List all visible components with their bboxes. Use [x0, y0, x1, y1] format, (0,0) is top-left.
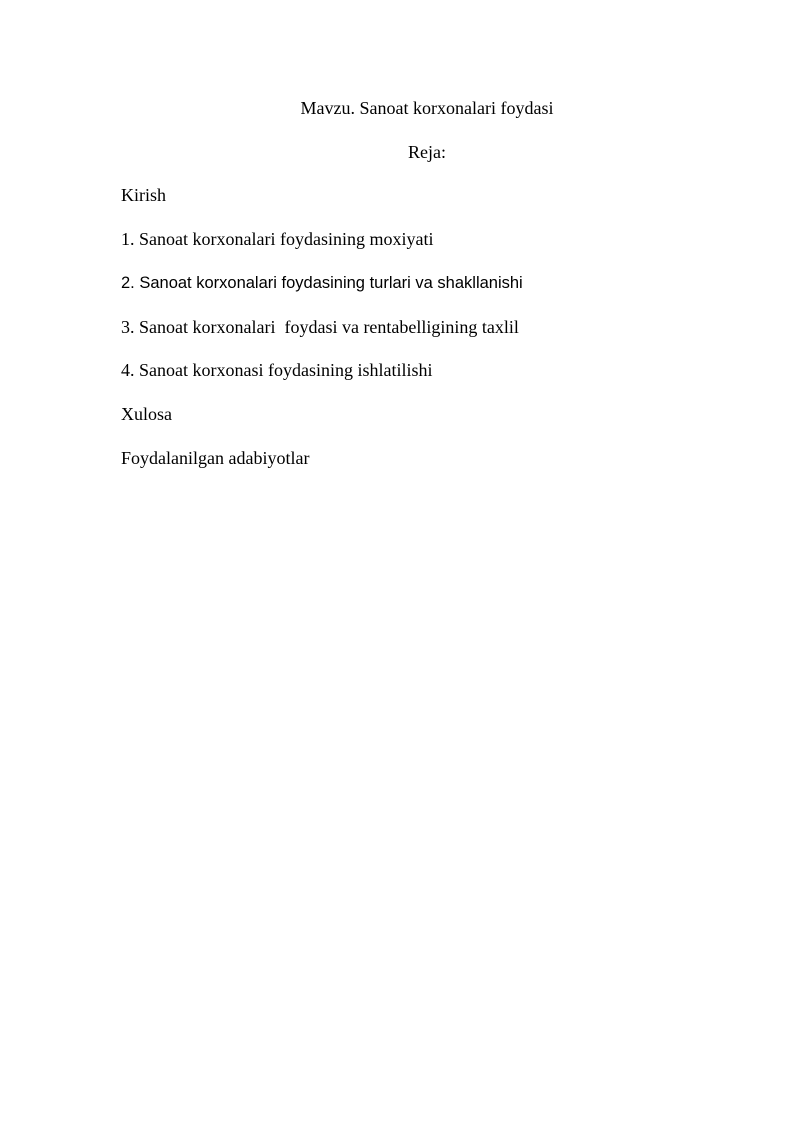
plan-item-1: 1. Sanoat korxonalari foydasining moxiyati: [121, 229, 434, 249]
plan-item-3: 3. Sanoat korxonalari foydasi va rentabelligining taxlil: [121, 317, 519, 337]
plan-heading: Reja:: [408, 142, 446, 162]
plan-item-2: 2. Sanoat korxonalari foydasining turlari va shakllanishi: [121, 274, 523, 292]
plan-item-4: 4. Sanoat korxonasi foydasining ishlatilishi: [121, 360, 433, 380]
intro-line: Kirish: [121, 185, 166, 205]
conclusion-line: Xulosa: [121, 404, 172, 424]
references-line: Foydalanilgan adabiyotlar: [121, 448, 310, 468]
document-title: Mavzu. Sanoat korxonalari foydasi: [300, 98, 554, 118]
